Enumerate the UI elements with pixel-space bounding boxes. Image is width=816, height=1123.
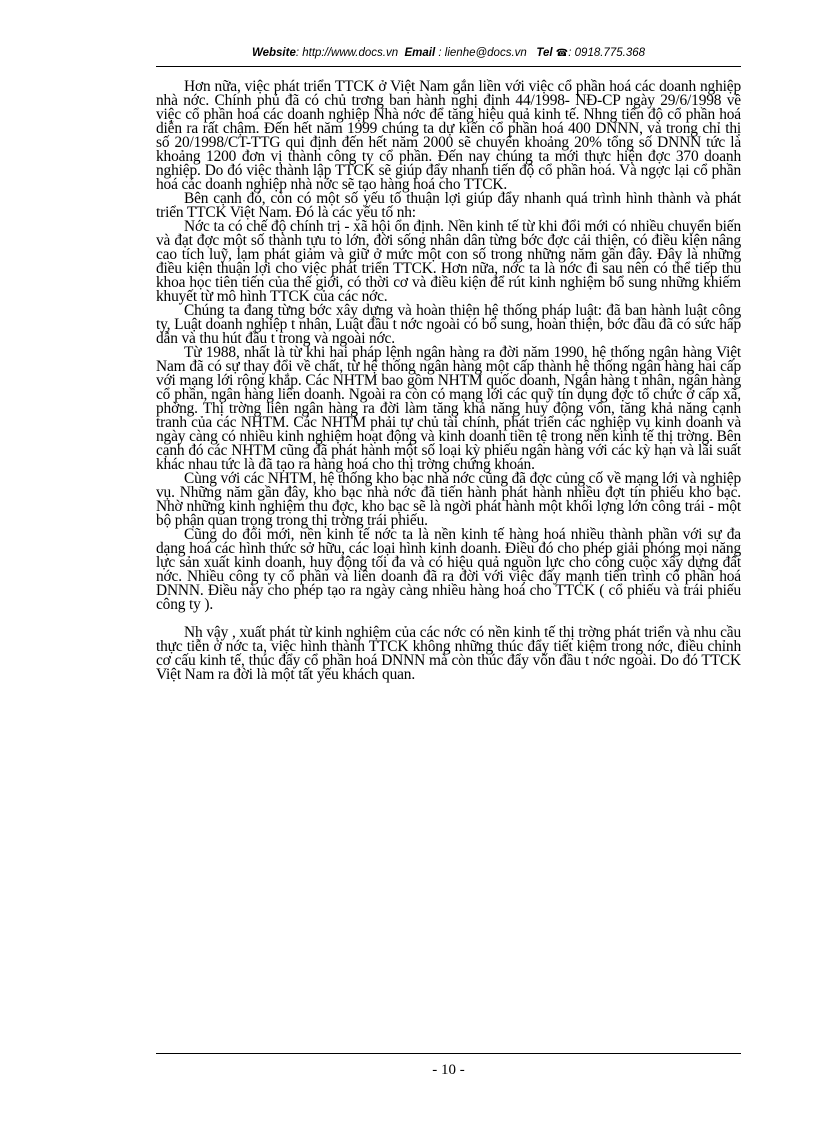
document-body	[156, 80, 741, 682]
page-header	[156, 47, 741, 59]
paragraph: Cùng với các NHTM, hệ thống kho bạc nhà nớc cũng đã đợc củng cố về mạng lới và nghiệp vụ. Những năm gần đây, kho bạc nhà nớc đã tiến hành phát hành nhiều đợt tín phiếu kho bạc. Nhờ những kinh nghiệm thu đợc, kho bạc sẽ là ngời phát hành một khối lợng lớn công trái - một bộ phận quan trọng trong thị trờng trái phiếu.	[156, 470, 741, 529]
tel-label: Tel	[536, 47, 553, 59]
tel-value: : 0918.775.368	[568, 47, 646, 59]
phone-icon: ☎	[555, 48, 569, 59]
paragraph: Cũng do đổi mới, nền kinh tế nớc ta là nền kinh tế hàng hoá nhiều thành phần với sự đa dạng hoá các hình thức sở hữu, các loại hình kinh doanh. Điều đó cho phép giải phóng mọi năng lực sản xuất kinh doanh, huy động tối đa và có hiệu quả nguồn lực cho công cuộc xây dựng đất nớc. Nhiều công ty cổ phần và liên doanh đã ra đời với việc đẩy mạnh tiến trình cổ phần hoá DNNN. Điều này cho phép tạo ra ngày càng nhiều hàng hoá cho TTCK ( cổ phiếu và trái phiếu công ty ).	[156, 526, 741, 613]
header-rule	[156, 66, 741, 67]
email-value: : lienhe@docs.vn	[435, 47, 527, 59]
paragraph: Từ 1988, nhất là từ khi hai pháp lệnh ngân hàng ra đời năm 1990, hệ thống ngân hàng Việt Nam đã có sự thay đổi về chất, từ hệ thống ngân hàng một cấp thành hệ thống ngân hàng hai cấp với mạng lới rộng khắp. Các NHTM bao gồm NHTM quốc doanh, Ngân hàng t nhân, ngân hàng cổ phần, ngân hàng liên doanh. Ngoài ra còn có mạng lới các quỹ tín dụng đợc tổ chức ở cấp xã, phờng. Thị trờng liên ngân hàng ra đời làm tăng khả năng huy động vốn, tăng khả năng cạnh tranh của các NHTM. Các NHTM phải tự chủ tài chính, phát triển các nghiệp vụ kinh doanh và ngày càng có nhiều kinh nghiệm hoạt động và kinh doanh tiền tệ trong nền kinh tế thị trờng. Bên cạnh đó các NHTM cũng đã phát hành một số loại kỳ phiếu ngân hàng với các kỳ hạn và lãi suất khác nhau tức là đã tạo ra hàng hoá cho thị trờng chứng khoán.	[156, 344, 741, 473]
page-number: - 10 -	[432, 1062, 465, 1078]
email-label: Email	[404, 47, 436, 59]
paragraph: Hơn nữa, việc phát triển TTCK ở Việt Nam gắn liền với việc cổ phần hoá các doanh nghiệp nhà nớc. Chính phủ đã có chủ trơng ban hành nghị định 44/1998- NĐ-CP ngày 29/6/1998 về việc cổ phần hoá các doanh nghiệp Nhà nớc để tăng hiệu quả kinh tế. Nhng tiến độ cổ phần hoá diễn ra rất chậm. Đến hết năm 1999 chúng ta dự kiến cổ phần hoá 400 DNNN, và trong chỉ thị số 20/1998/CT-TTG qui định đến hết năm 2000 sẽ chuyển khoảng 20% tổng số DNNN tức là khoảng 1200 đơn vị thành công ty cổ phần. Đến nay chúng ta mới thực hiện đợc 370 doanh nghiệp. Do đó việc thành lập TTCK sẽ giúp đẩy nhanh tiến độ cổ phần hoá. Và ngợc lại cổ phần hoá các doanh nghiệp nhà nớc sẽ tạo hàng hoá cho TTCK.	[156, 78, 741, 193]
website-label: Website	[251, 47, 296, 59]
paragraph: Chúng ta đang từng bớc xây dựng và hoàn thiện hệ thống pháp luật: đã ban hành luật công ty, Luật doanh nghiệp t nhân, Luật đầu t nớc ngoài có bổ sung, hoàn thiện, bớc đầu đã có sức hấp dẫn và thu hút đầu t trong và ngoài nớc.	[156, 302, 741, 347]
footer-rule	[156, 1053, 741, 1054]
paragraph: Nh vậy , xuất phát từ kinh nghiệm của các nớc có nền kinh tế thị trờng phát triển và nhu cầu thực tiễn ở nớc ta, việc hình thành TTCK không những thúc đẩy tiết kiệm trong nớc, điều chỉnh cơ cấu kinh tế, thúc đẩy cổ phần hoá DNNN mà còn thúc đẩy vốn đầu t nớc ngoài. Do đó TTCK Việt Nam ra đời là một tất yếu khách quan.	[156, 624, 741, 683]
website-value: : http://www.docs.vn	[295, 47, 399, 59]
paragraph: Bên cạnh đó, còn có một số yếu tố thuận lợi giúp đẩy nhanh quá trình hình thành và phát triển TTCK Việt Nam. Đó là các yếu tố nh:	[156, 190, 741, 221]
paragraph: Nớc ta có chế độ chính trị - xã hội ổn định. Nền kinh tế từ khi đổi mới có nhiều chuyển biến và đạt đợc một số thành tựu to lớn, đời sống nhân dân từng bớc đợc cải thiện, có điều kiện nâng cao tích luỹ, lạm phát giảm và giữ ở mức một con số trong những năm gần đây. Đây là những điều kiện thuận lợi cho việc phát triển TTCK. Hơn nữa, nớc ta là nớc đi sau nên có thể tiếp thu khoa học tiên tiến của thế giới, có thời cơ và điều kiện để rút kinh nghiệm bổ sung những khiếm khuyết từ mô hình TTCK của các nớc.	[156, 218, 741, 305]
